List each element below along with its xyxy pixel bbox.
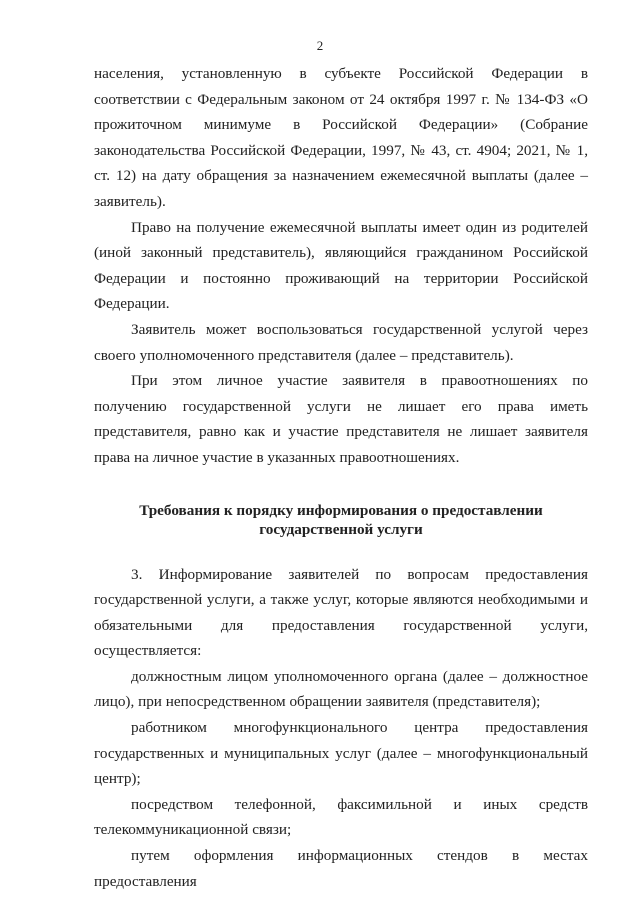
section-heading-line-2: государственной услуги	[259, 520, 423, 538]
paragraph-item-3: 3. Информирование заявителей по вопросам предоставления государственной услуги, а также услуг, которые являются необходимыми и обязательными для предоставления государственной услуги, осуществляется:	[94, 565, 588, 660]
section-heading	[94, 501, 588, 539]
document-body	[94, 61, 588, 894]
paragraph-continuation: населения, установленную в субъекте Российской Федерации в соответствии с Федеральным законом от 24 октября 1997 г. № 134-ФЗ «О прожиточном минимуме в Российской Федерации» (Собрание законодательства Российской Федерации, 1997, № 43, ст. 4904; 2021, № 1, ст. 12) на дату обращения за назначением ежемесячной выплаты (далее – заявитель).	[94, 65, 588, 210]
page-number: 2	[316, 38, 324, 53]
paragraph-personal-participation: При этом личное участие заявителя в правоотношениях по получению государственной услуги не лишает его права иметь представителя, равно как и участие представителя не лишает заявителя права на личное участие в указанных правоотношениях.	[94, 372, 588, 466]
paragraph-mfc: работником многофункционального центра предоставления государственных и муниципальных услуг (далее – многофункциональный центр);	[94, 719, 588, 788]
section-heading-line-1: Требования к порядку информирования о предоставлении	[139, 501, 543, 519]
paragraph-representative: Заявитель может воспользоваться государственной услугой через своего уполномоченного представителя (далее – представитель).	[94, 320, 588, 364]
paragraph-right-to-payment: Право на получение ежемесячной выплаты имеет один из родителей (иной законный представитель), являющийся гражданином Российской Федерации и постоянно проживающий на территории Российской Федерации.	[94, 218, 588, 313]
paragraph-official: должностным лицом уполномоченного органа (далее – должностное лицо), при непосредственном обращении заявителя (представителя);	[94, 667, 588, 711]
paragraph-telecom: посредством телефонной, факсимильной и иных средств телекоммуникационной связи;	[94, 795, 588, 839]
paragraph-info-stands: путем оформления информационных стендов в местах предоставления	[94, 847, 588, 890]
